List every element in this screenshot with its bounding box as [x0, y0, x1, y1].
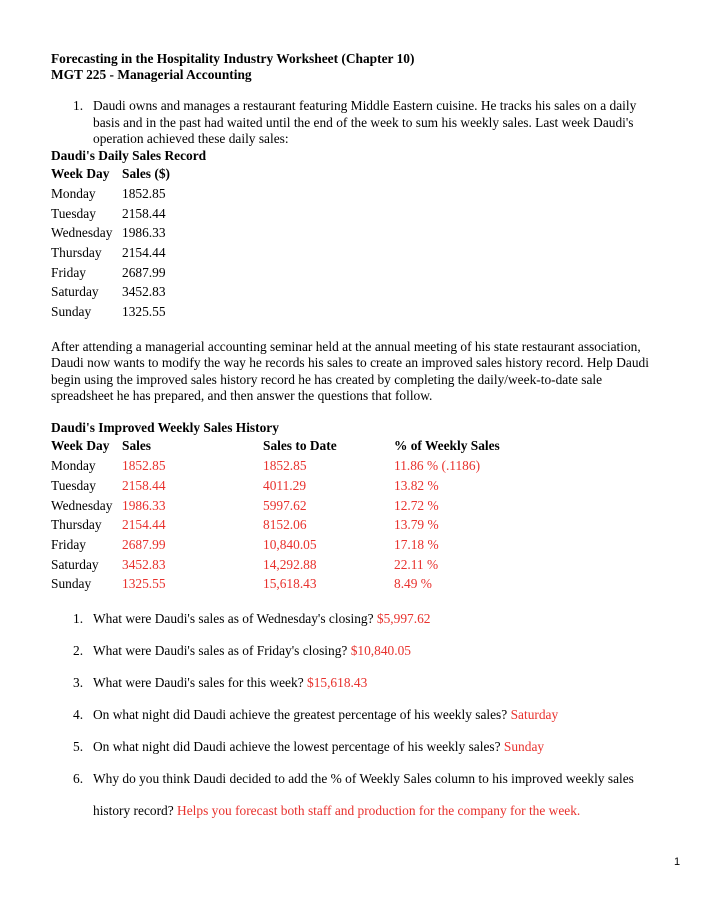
question-item	[93, 739, 544, 755]
question-number: 2.	[73, 643, 84, 658]
daily-row-sales: 3452.83	[122, 284, 166, 299]
answer-text: Helps you forecast both staff and production for the company for the week.	[177, 803, 581, 818]
course-title: MGT 225 - Managerial Accounting	[51, 67, 252, 82]
seminar-line: spreadsheet he has prepared, and then answer the questions that follow.	[51, 388, 433, 403]
question-text: Why do you think Daudi decided to add the % of Weekly Sales column to his improved weekly sales	[93, 771, 634, 786]
history-row-pct: 11.86 % (.1186)	[394, 458, 481, 473]
history-row-sales: 2158.44	[122, 478, 166, 493]
history-row-sales: 3452.83	[122, 557, 166, 572]
daily-row-day: Saturday	[51, 284, 99, 299]
daily-row-sales: 2154.44	[122, 245, 166, 260]
daily-record-title: Daudi's Daily Sales Record	[51, 148, 207, 163]
history-row-to-date: 5997.62	[263, 498, 307, 513]
answer-text: $15,618.43	[307, 675, 368, 690]
daily-header-weekday: Week Day	[51, 166, 110, 181]
question-text: On what night did Daudi achieve the greatest percentage of his weekly sales?	[93, 707, 508, 722]
daily-header-sales: Sales ($)	[122, 166, 170, 181]
question-item	[93, 803, 580, 819]
question-number: 1.	[73, 611, 84, 626]
history-row-day: Saturday	[51, 557, 99, 572]
history-row-day: Friday	[51, 537, 86, 552]
history-row-to-date: 15,618.43	[263, 576, 317, 591]
history-row-pct: 22.11 %	[394, 557, 439, 572]
question-item	[93, 707, 558, 723]
history-row-sales: 1986.33	[122, 498, 166, 513]
history-row-sales: 2154.44	[122, 517, 166, 532]
intro-line: Daudi owns and manages a restaurant featuring Middle Eastern cuisine. He tracks his sales on a daily	[93, 98, 637, 113]
history-row-pct: 17.18 %	[394, 537, 439, 552]
daily-row-day: Tuesday	[51, 206, 96, 221]
answer-text: $5,997.62	[376, 611, 431, 626]
intro-number: 1.	[73, 98, 84, 113]
daily-row-day: Sunday	[51, 304, 92, 319]
question-text-cont: history record?	[93, 803, 174, 818]
daily-row-sales: 1852.85	[122, 186, 166, 201]
history-header-sales-to-date: Sales to Date	[263, 438, 337, 453]
question-number: 6.	[73, 771, 84, 786]
history-row-to-date: 1852.85	[263, 458, 307, 473]
history-row-pct: 12.72 %	[394, 498, 439, 513]
history-row-sales: 1852.85	[122, 458, 166, 473]
seminar-line: begin using the improved sales history record he has created by completing the daily/week-to-date sale	[51, 372, 603, 387]
history-row-pct: 13.82 %	[394, 478, 439, 493]
history-row-day: Monday	[51, 458, 96, 473]
history-row-to-date: 8152.06	[263, 517, 307, 532]
seminar-line: After attending a managerial accounting seminar held at the annual meeting of his state restaurant association,	[51, 339, 641, 354]
history-header-sales: Sales	[122, 438, 152, 453]
question-number: 5.	[73, 739, 84, 754]
answer-text: $10,840.05	[350, 643, 411, 658]
document-title: Forecasting in the Hospitality Industry Worksheet (Chapter 10)	[51, 51, 415, 66]
answer-text: Sunday	[503, 739, 545, 754]
question-item	[93, 675, 367, 691]
history-row-to-date: 4011.29	[263, 478, 307, 493]
daily-row-day: Monday	[51, 186, 96, 201]
seminar-line: Daudi now wants to modify the way he records his sales to create an improved sales history record. Help Daudi	[51, 355, 649, 370]
daily-row-day: Thursday	[51, 245, 102, 260]
history-header-weekday: Week Day	[51, 438, 110, 453]
daily-row-sales: 1986.33	[122, 225, 166, 240]
daily-row-sales: 1325.55	[122, 304, 166, 319]
history-row-day: Sunday	[51, 576, 92, 591]
improved-history-title: Daudi's Improved Weekly Sales History	[51, 420, 279, 435]
history-row-day: Tuesday	[51, 478, 96, 493]
history-row-pct: 13.79 %	[394, 517, 439, 532]
question-text: What were Daudi's sales for this week?	[93, 675, 304, 690]
intro-line: operation achieved these daily sales:	[93, 131, 289, 146]
history-row-day: Wednesday	[51, 498, 113, 513]
intro-line: basis and in the past had waited until the end of the week to sum his weekly sales. Last week Daudi's	[93, 115, 634, 130]
daily-row-sales: 2687.99	[122, 265, 166, 280]
question-number: 4.	[73, 707, 84, 722]
history-header-pct: % of Weekly Sales	[394, 438, 500, 453]
question-text: On what night did Daudi achieve the lowest percentage of his weekly sales?	[93, 739, 501, 754]
history-row-sales: 2687.99	[122, 537, 166, 552]
daily-row-day: Friday	[51, 265, 86, 280]
daily-row-sales: 2158.44	[122, 206, 166, 221]
daily-row-day: Wednesday	[51, 225, 113, 240]
history-row-pct: 8.49 %	[394, 576, 432, 591]
history-row-to-date: 10,840.05	[263, 537, 317, 552]
history-row-sales: 1325.55	[122, 576, 166, 591]
question-number: 3.	[73, 675, 84, 690]
question-item	[93, 611, 430, 627]
history-row-to-date: 14,292.88	[263, 557, 317, 572]
question-text: What were Daudi's sales as of Friday's closing?	[93, 643, 348, 658]
answer-text: Saturday	[510, 707, 559, 722]
question-item	[93, 643, 411, 659]
page-number: 1	[674, 856, 681, 868]
question-text: What were Daudi's sales as of Wednesday's closing?	[93, 611, 374, 626]
history-row-day: Thursday	[51, 517, 102, 532]
